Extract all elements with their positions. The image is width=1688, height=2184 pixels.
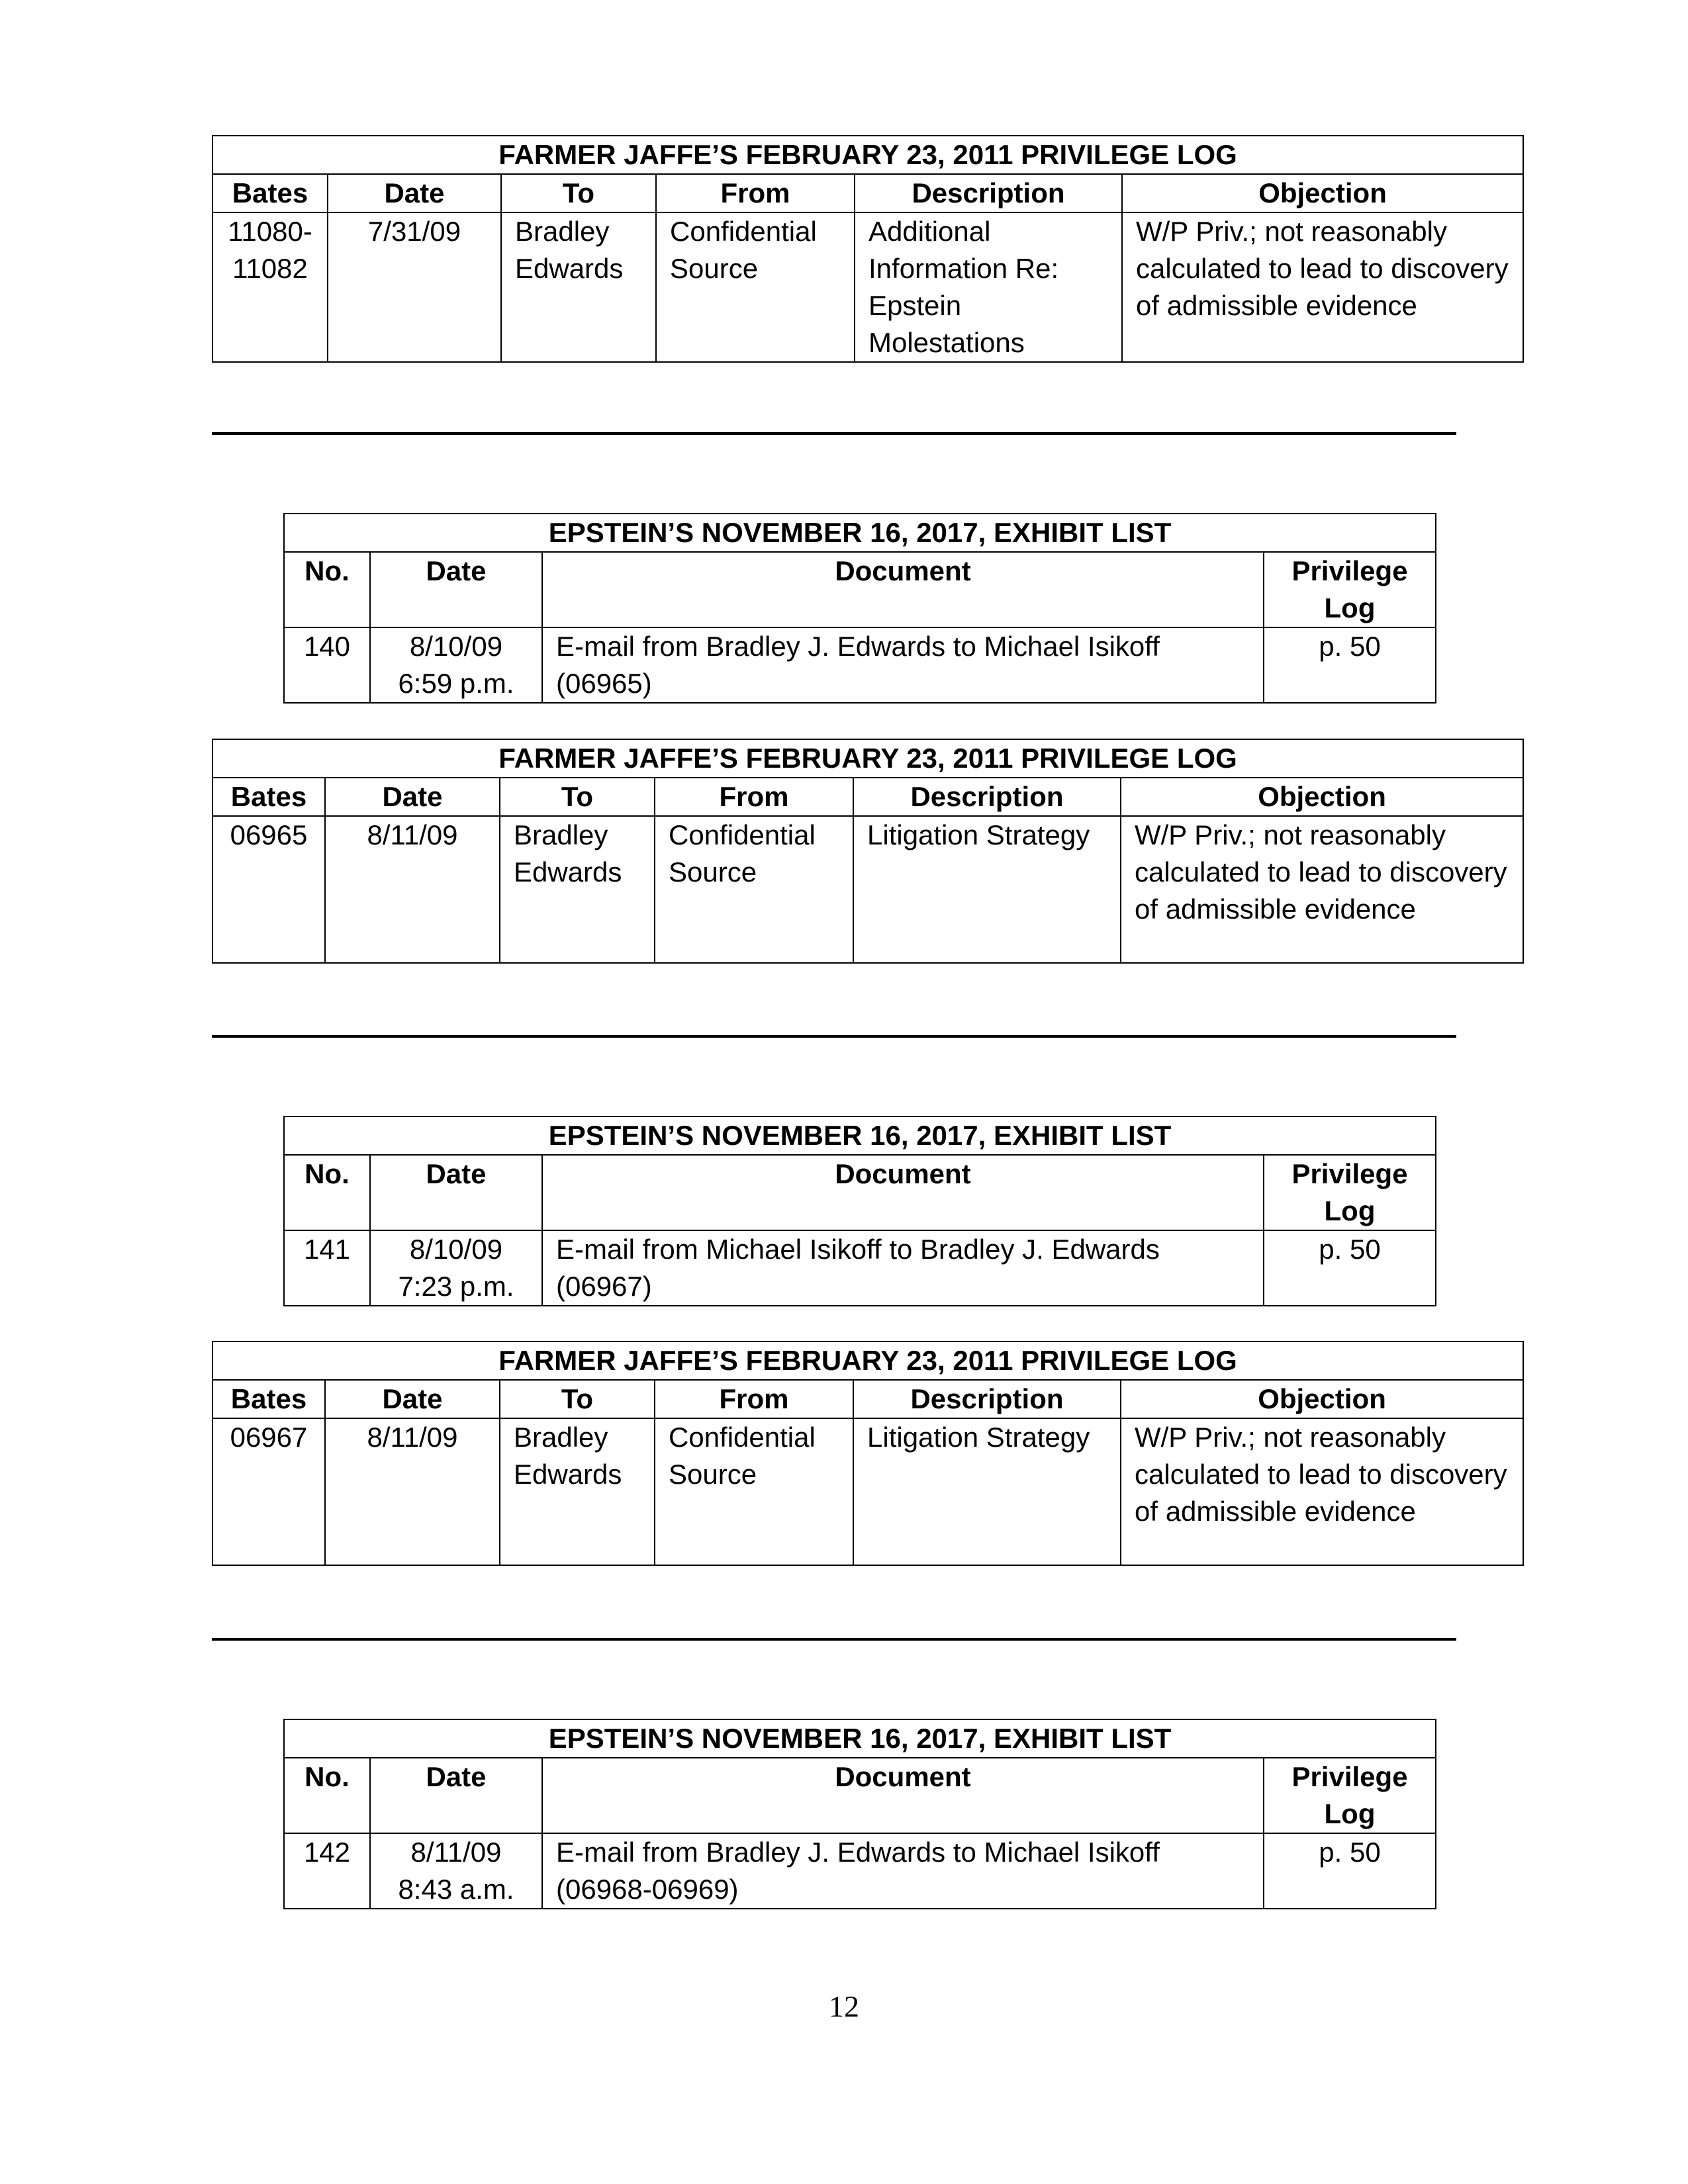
privilege-log-title: FARMER JAFFE’S FEBRUARY 23, 2011 PRIVILEGE LOG: [212, 1342, 1523, 1380]
table-row: [212, 1418, 1523, 1565]
date-cell: 8/11/09: [325, 816, 500, 963]
col-header-description: Description: [853, 778, 1121, 816]
col-header-from: From: [655, 778, 853, 816]
col-header-objection: Objection: [1121, 778, 1523, 816]
privilege-log-page-cell: p. 50: [1264, 627, 1436, 703]
objection-cell: W/P Priv.; not reasonably calculated to lead to discovery of admissible evidence: [1122, 212, 1523, 362]
col-header-description: Description: [855, 174, 1122, 212]
from-cell: Confidential Source: [655, 816, 853, 963]
section-divider: [212, 432, 1456, 435]
description-cell: Litigation Strategy: [853, 816, 1121, 963]
objection-cell: W/P Priv.; not reasonably calculated to lead to discovery of admissible evidence: [1121, 816, 1523, 963]
date-cell: [370, 1230, 542, 1306]
document-cell: [542, 1230, 1264, 1306]
col-header-no: No.: [284, 1758, 370, 1833]
description-cell: Additional Information Re: Epstein Molestations: [855, 212, 1122, 362]
document-cell: [542, 1833, 1264, 1909]
col-header-objection: Objection: [1122, 174, 1523, 212]
exhibit-number-cell: 141: [284, 1230, 370, 1306]
privilege-log-table: [212, 135, 1524, 363]
col-header-document: Document: [542, 552, 1264, 627]
col-header-from: From: [655, 1380, 853, 1418]
privilege-log-table: [212, 1341, 1524, 1566]
exhibit-number-cell: 142: [284, 1833, 370, 1909]
col-header-description: Description: [853, 1380, 1121, 1418]
privilege-log-page-cell: p. 50: [1264, 1833, 1436, 1909]
to-cell: Bradley Edwards: [501, 212, 656, 362]
date-cell: [370, 627, 542, 703]
table-row: [284, 1230, 1436, 1306]
document-text: E-mail from Bradley J. Edwards to Michael Isikoff: [556, 631, 1160, 662]
table-row: [212, 816, 1523, 963]
privilege-log-table: [212, 739, 1524, 964]
table-row: [284, 1833, 1436, 1909]
exhibit-list-title: EPSTEIN’S NOVEMBER 16, 2017, EXHIBIT LIST: [284, 1116, 1436, 1155]
col-header-date: Date: [328, 174, 501, 212]
objection-cell: W/P Priv.; not reasonably calculated to lead to discovery of admissible evidence: [1121, 1418, 1523, 1565]
date-text: 8/10/09: [409, 631, 503, 662]
col-header-no: No.: [284, 1155, 370, 1230]
description-cell: Litigation Strategy: [853, 1418, 1121, 1565]
col-header-privilege-log: Privilege Log: [1264, 1155, 1436, 1230]
bates-cell: 06965: [212, 816, 325, 963]
to-cell: Bradley Edwards: [500, 816, 655, 963]
bates-cell: 06967: [212, 1418, 325, 1565]
col-header-to: To: [500, 778, 655, 816]
col-header-date: Date: [370, 552, 542, 627]
table-row: [212, 212, 1523, 362]
from-cell: Confidential Source: [655, 1418, 853, 1565]
date-text: 8/10/09: [409, 1234, 503, 1265]
col-header-no: No.: [284, 552, 370, 627]
col-header-from: From: [656, 174, 855, 212]
section-divider: [212, 1035, 1456, 1038]
col-header-date: Date: [325, 1380, 500, 1418]
col-header-document: Document: [542, 1758, 1264, 1833]
document-text: E-mail from Michael Isikoff to Bradley J. Edwards: [556, 1234, 1160, 1265]
exhibit-list-title: EPSTEIN’S NOVEMBER 16, 2017, EXHIBIT LIST: [284, 514, 1436, 552]
to-cell: Bradley Edwards: [500, 1418, 655, 1565]
date-cell: [370, 1833, 542, 1909]
col-header-bates: Bates: [212, 778, 325, 816]
document-ref: (06968-06969): [556, 1874, 739, 1905]
date-cell: 7/31/09: [328, 212, 501, 362]
from-cell: Confidential Source: [656, 212, 855, 362]
document-ref: (06967): [556, 1271, 652, 1302]
document-ref: (06965): [556, 668, 652, 699]
date-cell: 8/11/09: [325, 1418, 500, 1565]
document-text: E-mail from Bradley J. Edwards to Michael Isikoff: [556, 1837, 1160, 1868]
time-text: 6:59 p.m.: [398, 668, 514, 699]
privilege-log-title: FARMER JAFFE’S FEBRUARY 23, 2011 PRIVILEGE LOG: [212, 136, 1523, 174]
col-header-to: To: [501, 174, 656, 212]
col-header-bates: Bates: [212, 1380, 325, 1418]
exhibit-list-table: [283, 513, 1436, 704]
table-row: [284, 627, 1436, 703]
col-header-privilege-log: Privilege Log: [1264, 1758, 1436, 1833]
col-header-to: To: [500, 1380, 655, 1418]
exhibit-list-table: [283, 1116, 1436, 1306]
exhibit-list-table: [283, 1719, 1436, 1909]
date-text: 8/11/09: [410, 1837, 502, 1868]
col-header-date: Date: [370, 1155, 542, 1230]
col-header-privilege-log: Privilege Log: [1264, 552, 1436, 627]
time-text: 8:43 a.m.: [398, 1874, 514, 1905]
page-number: 12: [829, 1989, 859, 2023]
bates-cell: 11080-11082: [212, 212, 328, 362]
col-header-date: Date: [370, 1758, 542, 1833]
col-header-date: Date: [325, 778, 500, 816]
section-divider: [212, 1638, 1456, 1641]
col-header-bates: Bates: [212, 174, 328, 212]
time-text: 7:23 p.m.: [398, 1271, 514, 1302]
privilege-log-page-cell: p. 50: [1264, 1230, 1436, 1306]
privilege-log-title: FARMER JAFFE’S FEBRUARY 23, 2011 PRIVILEGE LOG: [212, 739, 1523, 778]
col-header-document: Document: [542, 1155, 1264, 1230]
exhibit-list-title: EPSTEIN’S NOVEMBER 16, 2017, EXHIBIT LIST: [284, 1719, 1436, 1758]
col-header-objection: Objection: [1121, 1380, 1523, 1418]
document-cell: [542, 627, 1264, 703]
exhibit-number-cell: 140: [284, 627, 370, 703]
